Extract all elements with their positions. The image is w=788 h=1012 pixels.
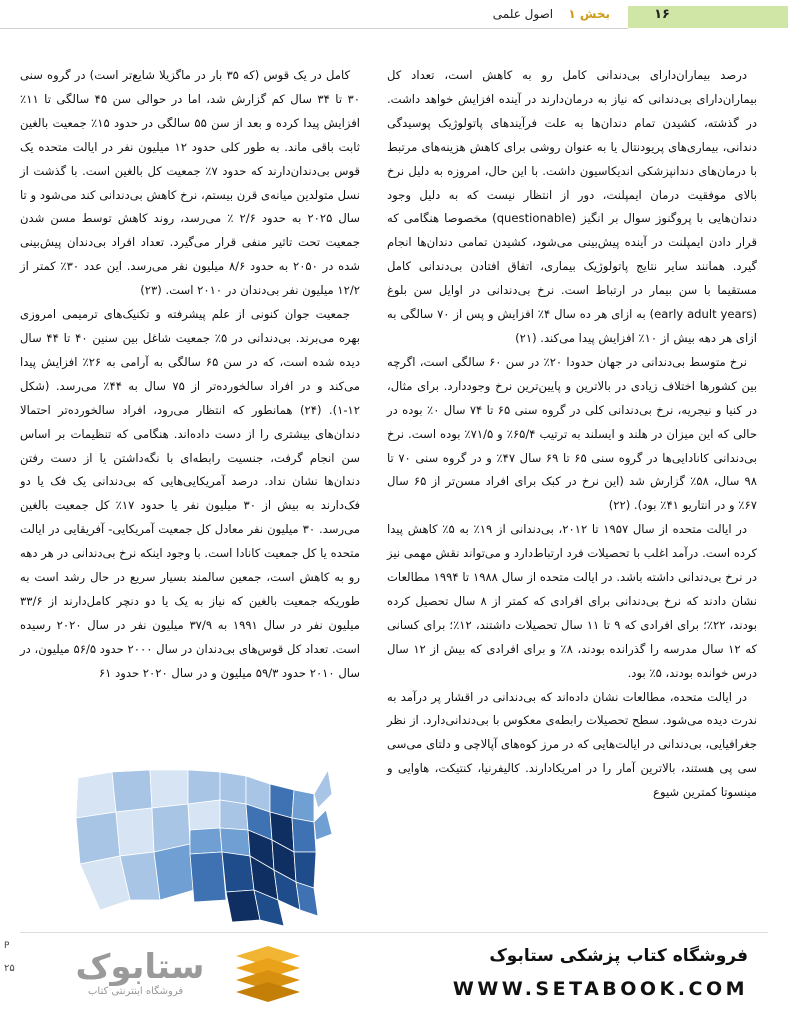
map-region bbox=[220, 800, 248, 830]
map-region bbox=[220, 772, 246, 804]
store-name: فروشگاه کتاب پزشکی ستابوک bbox=[489, 946, 748, 966]
store-logo-emblem bbox=[232, 946, 304, 1002]
page-number: ۱۶ bbox=[654, 7, 670, 22]
paragraph: کامل در یک قوس (که ۳۵ بار در ماگزیلا شایع‌تر است) در گروه سنی ۳۰ تا ۳۴ سال کم گزارش شد، اما در حوالی سن ۴۵ سالگی تا ۱۱٪ افزایش پیدا کرده و بعد از سن ۵۵ سالگی در حدود ۱۵٪ جمعیت بالغین ثابت باقی ماند. به طور کلی حدود ۱۲ میلیون نفر در ایالت متحده یک قوس بی‌دندان‌دارند که حدود ۷٪ جمعیت کل بالغین است. با گذشت از نسل متولدین میانه‌ی قرن بیستم، نرخ کاهش بی‌دندانی کند می‌شود و تا سال ۲۰۲۵ به حدود ۲/۶ ٪ می‌رسد، روند کاهش توسط مسن شدن جمعیت تحت تاثیر منفی قرار می‌گیرد. تعداد افراد بی‌دندان پیش‌بینی شده در ۲۰۵۰ به حدود ۸/۶ میلیون نفر می‌رسد. این عدد ۳۰٪ کمتر از ۱۲/۲ میلیون نفر بی‌دندان در ۲۰۱۰ است. (۲۳) bbox=[20, 68, 361, 298]
map-region bbox=[116, 808, 154, 856]
store-logo-subtitle: فروشگاه اینترنتی کتاب bbox=[88, 986, 184, 997]
paragraph: در ایالت متحده از سال ۱۹۵۷ تا ۲۰۱۲، بی‌دندانی از ۱۹٪ به ۵٪ کاهش پیدا کرده است. درآمد اغلب با تحصیلات فرد ارتباط‌دارد و می‌تواند نقش مهمی نیز در نرخ بی‌دندانی داشته باشد. در ایالت متحده از سال ۱۹۸۸ تا ۱۹۹۴ مطالعات نشان دادند که نرخ بی‌دندانی برای افرادی که کمتر از ۸ سال تحصیل کرده بودند، ۲۲٪؛ برای افرادی که ۹ تا ۱۱ سال تحصیلات داشتند، ۱۲٪؛ برای کسانی که ۱۲ سال مدرسه را گذرانده بودند، ۸٪ و برای افرادی که بیش از ۱۲ سال درس خوانده بودند، ۵٪ بود. bbox=[387, 522, 758, 680]
paragraph: درصد بیماران‌دارای بی‌دندانی کامل رو به کاهش است، تعداد کل بیماران‌دارای بی‌دندانی که نیاز به درمان‌دارند در آینده افزایش خواهد داشت. در گذشته، کشیدن تمام دندان‌ها به علت فرآیندهای پاتولوژیک پوسیدگی دندانی، بیماری‌های پریودنتال یا به عنوان روشی برای کاهش هزینه‌های مرتبط با درمان‌های دندانپزشکی اندیکاسیون داشت. با این حال، امروزه به دلیل نرخ بالای موفقیت درمان ایمپلنت، دور از انتظار نیست که به دلیل وجود دندان‌هایی با پروگنوز سوال بر انگیز (questionable) مخصوصا هنگامی که قرار دادن ایمپلنت در آینده پیش‌بینی می‌شود، کشیدن تمامی دندان‌ها انجام گیرد. همانند سایر نتایج پاتولوژیک بیماری، اتفاق افتادن بی‌دندانی کامل مستقیما با سن بیمار در ارتباط است. نرخ بی‌دندانی در اوایل سن بلوغ (early adult years) به ازای هر ده سال ۴٪ افزایش و پس از ۷۰ سالگی به ازای هر دهه بیش از ۱۰٪ افزایش پیدا می‌کند. (۲۱) bbox=[387, 68, 757, 345]
map-region bbox=[188, 770, 220, 804]
map-region bbox=[314, 810, 332, 840]
map-region bbox=[296, 882, 318, 916]
map-region bbox=[314, 770, 332, 808]
map-region bbox=[76, 772, 116, 818]
map-region bbox=[188, 800, 220, 830]
header-rule bbox=[0, 28, 628, 29]
map-region bbox=[222, 852, 254, 892]
footer-divider bbox=[20, 932, 768, 933]
map-region bbox=[112, 770, 152, 812]
map-region bbox=[152, 804, 190, 852]
section-heading bbox=[493, 7, 610, 21]
us-edentulism-map bbox=[70, 760, 335, 930]
map-region bbox=[190, 828, 222, 854]
paragraph: در ایالت متحده، مطالعات نشان داده‌اند که بی‌دندانی در اقشار پر درآمد به ندرت دیده می‌شود. سطح تحصیلات رابطه‌ی معکوس با بی‌دندانی‌دارد. از نظر جغرافیایی، بی‌دندانی در ایالت‌هایی که در مرز کوه‌های آپالاچی و دلتای می‌سی سی پی هستند، بالاترین آمار را در امریکادارند. کالیفرنیا، کنتیکت، هاوایی و مینسوتا کمترین شیوع bbox=[387, 689, 757, 800]
map-region bbox=[292, 790, 314, 822]
map-region bbox=[190, 852, 226, 902]
section-label: بخش ۱ bbox=[568, 7, 610, 21]
map-region bbox=[76, 812, 120, 864]
page-fragment-number: ۲۵ bbox=[4, 963, 15, 974]
page-fragment-letter: P bbox=[4, 941, 10, 951]
paragraph: نرخ متوسط بی‌دندانی در جهان حدودا ۲۰٪ در سن ۶۰ سالگی است، اگرچه بین کشورها اختلاف زیادی در بالاترین و پایین‌ترین نرخ وجوددارد. برای مثال، در کنیا و نیجریه، نرخ بی‌دندانی کلی در گروه سنی ۶۵ تا ۷۴ سال ۰٪ بوده در حالی که این میزان در هلند و ایسلند به ترتیب ۶۵/۴٪ و ۷۱/۵٪ بوده است. نرخ بی‌دندانی کانادایی‌ها در گروه سنی ۶۵ تا ۶۹ سال ۴۷٪ و در گروه سنی ۷۰ تا ۹۸ سال، ۵۸٪ گزارش شد (این نرخ در کبک برای افراد مسن‌تر از ۶۵ سال ۶۷٪ و در انتاریو ۴۱٪ بود). (۲۲) bbox=[387, 354, 757, 513]
text-column-left bbox=[20, 64, 360, 686]
map-region bbox=[150, 770, 188, 808]
map-region bbox=[294, 852, 316, 888]
paragraph: جمعیت جوان کنونی از علم پیشرفته و تکنیک‌های ترمیمی امروزی بهره می‌برند. بی‌دندانی در ۵٪ جمعیت شاغل بین سنین ۴۰ تا ۴۴ سال دیده شده است، که در سن ۶۵ سالگی به آرامی به ۲۶٪ افزایش پیدا می‌کند و در افراد سالخورده‌تر از ۷۵ سال به ۴۴٪ می‌رسد. (شکل ۱۲-۱). (۲۴) همانطور که انتظار می‌رود، افراد سالخورده‌تر احتمالا دندان‌های بیشتری را از دست داده‌اند. هنگامی که تنظیمات بر اساس سن انجام گرفت، جنسیت رابطه‌ای با نگه‌داشتن یا از دست رفتن دندان‌ها نشان نداد. درصد آمریکایی‌هایی که بی‌دندانی یک فک یا دو فک‌دارند به بیش از ۳۰ میلیون نفر یا حدود ۱۷٪ کل جمعیت بالغین می‌رسد. ۳۰ میلیون نفر معادل کل جمعیت آمریکایی- آفریقایی در ایالت متحده یا کل جمعیت کانادا است. با وجود اینکه نرخ بی‌دندانی در هر دهه رو به کاهش است، جمعین سالمند بسیار سریع در حال رشد است به طوریکه جمعیت بالغین که نیاز به یک یا دو دنچر کامل‌دارند از ۳۳/۶ میلیون نفر در سال ۱۹۹۱ به ۳۷/۹ میلیون نفر در سال ۲۰۲۰ رسیده است. تعداد کل قوس‌های بی‌دندان در سال ۲۰۰۰ حدود ۵۶/۵ میلیون، در سال ۲۰۱۰ حدود ۵۹/۳ میلیون و در سال ۲۰۲۰ حدود ۶۱ bbox=[20, 307, 360, 680]
store-url[interactable]: WWW.SETABOOK.COM bbox=[452, 978, 748, 1000]
text-column-right bbox=[387, 64, 757, 805]
section-title: اصول علمی bbox=[492, 7, 554, 21]
store-logo-wordmark bbox=[60, 946, 220, 986]
map-region bbox=[292, 818, 316, 852]
map-region bbox=[154, 844, 194, 900]
svg-text:ستابوک: ستابوک bbox=[75, 947, 205, 986]
page-header bbox=[0, 0, 788, 34]
store-footer bbox=[0, 932, 788, 1012]
map-region bbox=[220, 828, 250, 856]
header-accent-band bbox=[628, 6, 788, 28]
